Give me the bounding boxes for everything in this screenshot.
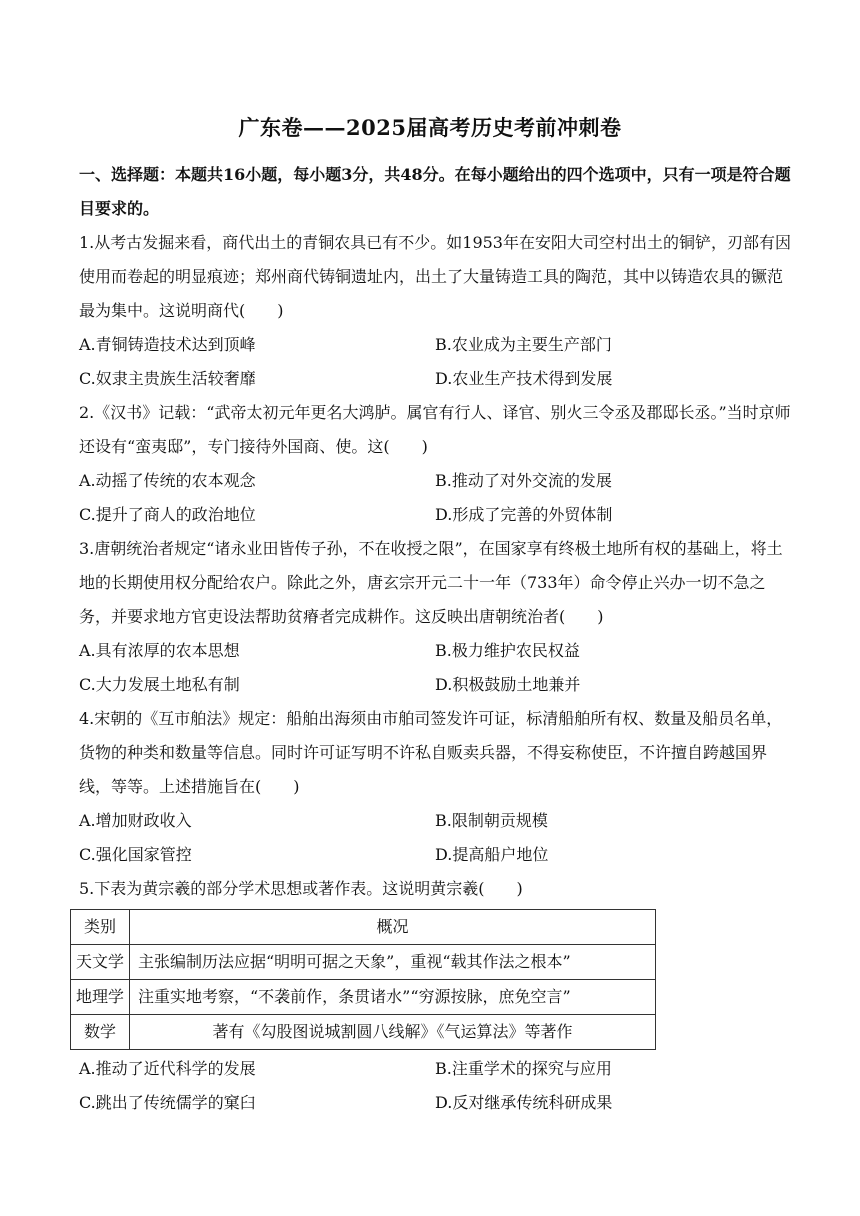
question-5-options (79, 1052, 791, 1120)
question-2-options (79, 464, 791, 532)
question-2-stem: 2.《汉书》记载：“武帝太初元年更名大鸿胪。属官有行人、译官、别火三令丞及郡邸长丞。”当时京师还设有“蛮夷邸”，专门接待外国商、使。这( ) (79, 403, 791, 456)
option-c[interactable]: C.奴隶主贵族生活较奢靡 (79, 369, 256, 388)
option-a[interactable]: A.具有浓厚的农本思想 (79, 641, 240, 660)
table-row (71, 945, 656, 980)
table-header-row (71, 910, 656, 945)
table-header-overview: 概况 (130, 910, 656, 945)
question-3-options (79, 634, 791, 702)
exam-title: 广东卷——2025届高考历史考前冲刺卷 (238, 115, 622, 140)
scholarship-table (70, 909, 656, 1050)
option-c[interactable]: C.大力发展土地私有制 (79, 675, 240, 694)
question-4-stem: 4.宋朝的《互市舶法》规定：船舶出海须由市舶司签发许可证，标清船舶所有权、数量及船员名单，货物的种类和数量等信息。同时许可证写明不许私自贩卖兵器，不得妄称使臣，不许擅自跨越国界线，等等。上述措施旨在( ) (79, 709, 783, 796)
table-cell-category: 数学 (71, 1015, 130, 1050)
table-cell-category: 地理学 (71, 980, 130, 1015)
table-cell-overview: 著有《勾股图说城割圆八线解》《气运算法》等著作 (130, 1015, 656, 1050)
option-d[interactable]: D.提高船户地位 (435, 845, 549, 864)
option-c[interactable]: C.提升了商人的政治地位 (79, 505, 256, 524)
question-3-stem: 3.唐朝统治者规定“诸永业田皆传子孙，不在收授之限”，在国家享有终极土地所有权的基础上，将土地的长期使用权分配给农户。除此之外，唐玄宗开元二十一年（733年）命令停止兴办一切不急之务，并要求地方官吏设法帮助贫瘠者完成耕作。这反映出唐朝统治者( ) (79, 539, 783, 626)
option-b[interactable]: B.限制朝贡规模 (435, 811, 548, 830)
option-b[interactable]: B.农业成为主要生产部门 (435, 335, 612, 354)
question-1-options (79, 328, 791, 396)
table-cell-overview: 注重实地考察，“不袭前作，条贯诸水”“穷源按脉，庶免空言” (130, 980, 656, 1015)
option-d[interactable]: D.反对继承传统科研成果 (435, 1093, 613, 1112)
option-c[interactable]: C.强化国家管控 (79, 845, 192, 864)
question-5-stem: 5.下表为黄宗羲的部分学术思想或著作表。这说明黄宗羲( ) (79, 879, 523, 898)
option-b[interactable]: B.推动了对外交流的发展 (435, 471, 612, 490)
table-row (71, 1015, 656, 1050)
option-d[interactable]: D.形成了完善的外贸体制 (435, 505, 613, 524)
table-header-category: 类别 (71, 910, 130, 945)
option-d[interactable]: D.农业生产技术得到发展 (435, 369, 613, 388)
table-cell-category: 天文学 (71, 945, 130, 980)
option-d[interactable]: D.积极鼓励土地兼并 (435, 675, 581, 694)
option-a[interactable]: A.动摇了传统的农本观念 (79, 471, 256, 490)
option-a[interactable]: A.青铜铸造技术达到顶峰 (79, 335, 256, 354)
question-4-options (79, 804, 791, 872)
option-b[interactable]: B.极力维护农民权益 (435, 641, 580, 660)
option-b[interactable]: B.注重学术的探究与应用 (435, 1059, 612, 1078)
table-cell-overview: 主张编制历法应据“明明可据之天象”，重视“载其作法之根本” (130, 945, 656, 980)
question-1-stem: 1.从考古发掘来看，商代出土的青铜农具已有不少。如1953年在安阳大司空村出土的铜铲，刃部有因使用而卷起的明显痕迹；郑州商代铸铜遗址内，出土了大量铸造工具的陶范，其中以铸造农具的镢范最为集中。这说明商代( ) (79, 233, 791, 320)
questions-area (75, 226, 791, 1120)
table-row (71, 980, 656, 1015)
option-a[interactable]: A.增加财政收入 (79, 811, 192, 830)
option-c[interactable]: C.跳出了传统儒学的窠臼 (79, 1093, 256, 1112)
option-a[interactable]: A.推动了近代科学的发展 (79, 1059, 256, 1078)
section-instructions: 一、选择题：本题共16小题，每小题3分，共48分。在每小题给出的四个选项中，只有一项是符合题目要求的。 (79, 165, 791, 218)
